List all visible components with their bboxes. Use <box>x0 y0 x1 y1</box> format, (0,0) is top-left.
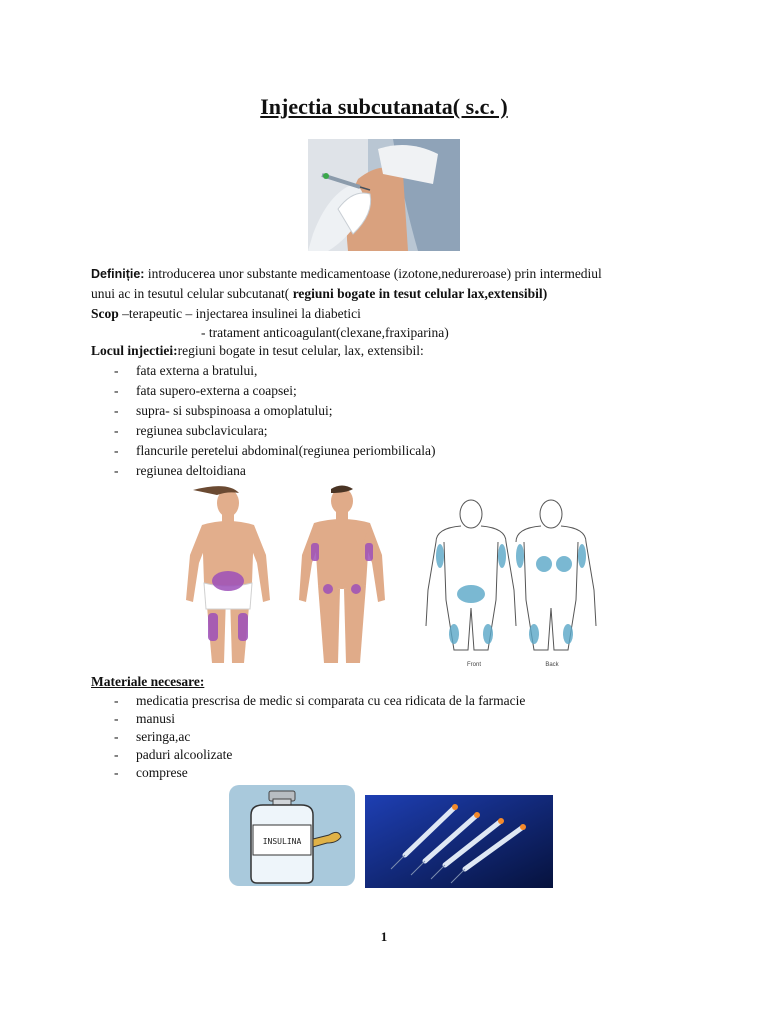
scope-text-1: –terapeutic – injectarea insulinei la diabetici <box>118 306 361 321</box>
definition-line-1 <box>91 264 708 284</box>
scope-text-2: - tratament anticoagulant(clexane,fraxiparina) <box>201 325 449 340</box>
injection-sites-diagram <box>416 490 606 668</box>
list-item: - paduri alcoolizate <box>114 747 233 762</box>
list-item: - fata supero-externa a coapsei; <box>114 383 297 398</box>
definition-text-2: unui ac in tesutul celular subcutanat( <box>91 286 290 301</box>
materials-heading: Materiale necesare: <box>91 674 205 689</box>
definition-label: Definiție: <box>91 267 145 281</box>
scope-label: Scop <box>91 306 119 321</box>
back-label: Back <box>545 662 559 668</box>
materials-block <box>91 672 708 782</box>
list-item: - fata externa a bratului, <box>114 363 258 378</box>
front-label: Front <box>466 662 482 668</box>
injection-photo <box>308 139 460 251</box>
definition-line-2 <box>91 284 708 304</box>
page-number: 1 <box>380 929 388 944</box>
scope-line-1 <box>91 304 708 324</box>
site-text: regiuni bogate in tesut celular, lax, extensibil: <box>177 343 424 358</box>
list-item: - seringa,ac <box>114 729 191 744</box>
list-item: - regiunea deltoidiana <box>114 463 246 478</box>
site-line <box>91 341 708 361</box>
list-item: - regiunea subclaviculara; <box>114 423 268 438</box>
vial-label: INSULINA <box>262 837 302 846</box>
list-item: - flancurile peretelui abdominal(regiunea periombilicala) <box>114 443 436 458</box>
definition-block <box>91 264 708 481</box>
syringes-photo <box>365 795 553 888</box>
list-item: - comprese <box>114 765 188 780</box>
list-item: - supra- si subspinoasa a omoplatului; <box>114 403 333 418</box>
body-front-illustration <box>182 485 274 667</box>
page-title: Injectia subcutanata( s.c. ) <box>260 94 508 119</box>
insulin-vial-illustration <box>229 785 355 886</box>
list-item: - medicatia prescrisa de medic si comparata cu cea ridicata de la farmacie <box>114 693 526 708</box>
definition-bold: regiuni bogate in tesut celular lax,extensibil) <box>289 286 548 301</box>
site-label: Locul injectiei: <box>91 343 178 358</box>
definition-text-1: introducerea unor substante medicamentoase (izotone,nedureroase) prin intermediul <box>144 266 602 281</box>
list-item: - manusi <box>114 711 175 726</box>
body-back-illustration <box>294 485 390 667</box>
